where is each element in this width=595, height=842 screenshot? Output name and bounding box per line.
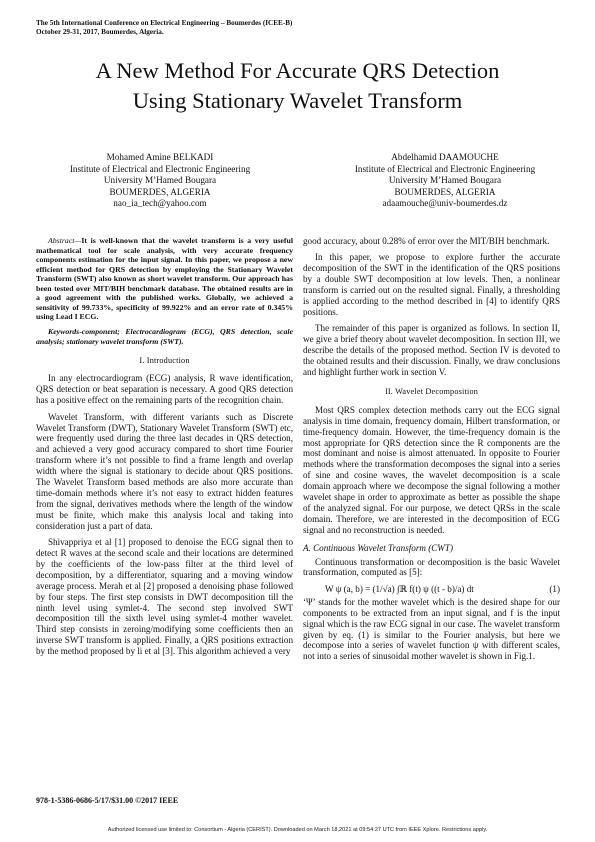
author-city: BOUMERDES, ALGERIA — [394, 186, 496, 197]
conference-header — [36, 19, 292, 37]
subsection-heading-cwt: A. Continuous Wavelet Transform (CWT) — [303, 542, 453, 553]
paper-title — [36, 56, 559, 116]
title-line-2: Using Stationary Wavelet Transform — [132, 88, 463, 113]
conference-name: The 5th International Conference on Electrical Engineering – Boumerdes (ICEE-B) — [36, 19, 293, 27]
abstract-text: It is well-known that the wavelet transform is a very useful mathematical tool for scale analysis, with very accurate frequency components estimation for the input signal. In this paper, we propose a new efficient method for QRS detection by employing the Stationary Wavelet Transform (SWT) also known as short wavelet transform. Our approach has been tested over MIT/BIH benchmark database. The obtained results are in a good agreement with the published works. Globally, we achieved a sensitivity of 99.733%, specificity of 99.922% and an error rate of 0.345% using Lead I ECG. — [36, 236, 293, 322]
abstract-label: Abstract— — [48, 236, 82, 245]
paragraph: good accuracy, about 0.28% of error over the MIT/BIH benchmark. — [303, 236, 550, 246]
author-name: Abdelhamid DAAMOUCHE — [391, 152, 499, 162]
author-block-1 — [45, 152, 275, 210]
left-column — [36, 236, 293, 663]
paragraph: The remainder of this paper is organized as follows. In section II, we give a brief theory about wavelet decomposition. In section III, we describe the details of the proposed method. Section IV is devoted to the obtained results and their discussion. Finally, we draw conclusions and highlight further work in section V. — [303, 323, 560, 377]
conference-date: October 29-31, 2017, Boumerdes, Algeria. — [36, 28, 164, 36]
keywords: Keywords-component; Electrocardiogram (ECG), QRS detection, scale analysis; stationary wavelet transform (SWT). — [36, 327, 293, 346]
paragraph: ‘Ψ’ stands for the mother wavelet which is the desired shape for our components to be extracted from an input signal, and f is the input signal which is the raw ECG signal in our case. The wavelet transform given by eq. (1) is similar to the Fourier analysis, but here we decompose into a series of wavelet function ψ with different scales, not into a series of sinusoidal mother wavelet is shown in Fig.1. — [303, 596, 560, 662]
author-email: adaamouche@univ-boumerdes.dz — [382, 198, 508, 209]
author-univ: University M’Hamed Bougara — [388, 175, 502, 186]
author-city: BOUMERDES, ALGERIA — [109, 186, 211, 197]
right-column — [303, 236, 560, 668]
section-heading-wavelet-decomposition: II. Wavelet Decomposition — [384, 386, 479, 396]
paragraph: Most QRS complex detection methods carry out the ECG signal analysis in time domain, frequency domain, Hilbert transformation, or time-frequency domain. However, the time-frequency domain is the most appropriate for QRS detection since the R components are the most dominant and noise is almost attenuated. In opposite to Fourier methods where the transformation decomposes the signal into a series of sine and cosine waves, the wavelet decomposition is a scale domain approach where we decompose the signal following a mother wavelet shape in order to approximate as better as possible the shape of the analyzed signal. For our purpose, we detect QRSs in the scale domain. Therefore, we are interested in the decomposition of ECG signal and no reconstruction is needed. — [303, 404, 560, 535]
paragraph: In any electrocardiogram (ECG) analysis, R wave identification, QRS detection or beat separation is necessary. A good QRS detection has a positive effect on the remaining parts of the recognition chain. — [36, 373, 293, 406]
author-email: nao_ia_tech@yahoo.com — [113, 198, 207, 209]
paragraph: Continuous transformation or decomposition is the basic Wavelet transformation, computed as [5]: — [303, 556, 560, 578]
license-footer: Authorized licensed use limited to: Consortium - Algeria (CERIST). Downloaded on March 18,2021 at 09:54:27 UTC from IEEE Xplore. Restrictions apply. — [107, 827, 488, 833]
paragraph: In this paper, we propose to explore further the accurate decomposition of the SWT in the identification of the QRS positions by a double SWT decomposition at low levels. Then, a nonlinear transform is carried out on the resulted signal. Finally, a thresholding is applied according to the method described in [4] to identify QRS positions. — [303, 252, 560, 317]
isbn-footer: 978-1-5386-0686-5/17/$31.00 ©2017 IEEE — [36, 796, 179, 805]
author-block-2 — [330, 152, 560, 210]
paragraph: Wavelet Transform, with different variants such as Discrete Wavelet Transform (DWT), Stationary Wavelet Transform (SWT) etc, were frequently used during the three last decades in QRS detection, and achieved a very good accuracy compared to short time Fourier transform where it’s not possible to find a frame length and overlap width where the signal is stationary to decide about QRS positions. The Wavelet Transform based methods are also more accurate than time-domain methods where it’s not easy to extract hidden features from the signal, derivatives methods where the length of the window must be finite, which make this analysis local and taking into consideration just a part of data. — [36, 411, 293, 531]
abstract — [36, 236, 293, 322]
author-univ: University M’Hamed Bougara — [103, 175, 217, 186]
equation-body: W ψ (a, b) = (1/√a) ∫ℝ f(t) ψ ((t - b)/a) dt — [325, 583, 474, 594]
paragraph: Shivappriya et al [1] proposed to denoise the ECG signal then to detect R waves at the second scale and their locations are determined by the coefficients of the low-pass filter at the third level of decomposition, by a differentiator, squaring and a moving window average process. Merah et al [2] proposed a denoising phase followed by four steps. The first step consists in DWT decomposition till the ninth level using symlet-4. The second step involved SWT decomposition till the sixth level using symlet-4 mother wavelet. Third step consists in zeroing/modifying some coefficients then an inverse SWT transform is applied. Finally, a QRS positions extraction by the method proposed by li et al [3]. This algorithm achieved a very — [36, 537, 293, 657]
author-dept: Institute of Electrical and Electronic Engineering — [69, 163, 251, 174]
author-name: Mohamed Amine BELKADI — [106, 152, 214, 162]
section-heading-introduction: I. Introduction — [139, 355, 190, 365]
equation-1 — [303, 584, 560, 595]
author-dept: Institute of Electrical and Electronic Engineering — [354, 163, 536, 174]
equation-number: (1) — [549, 583, 560, 594]
title-line-1: A New Method For Accurate QRS Detection — [95, 58, 500, 83]
